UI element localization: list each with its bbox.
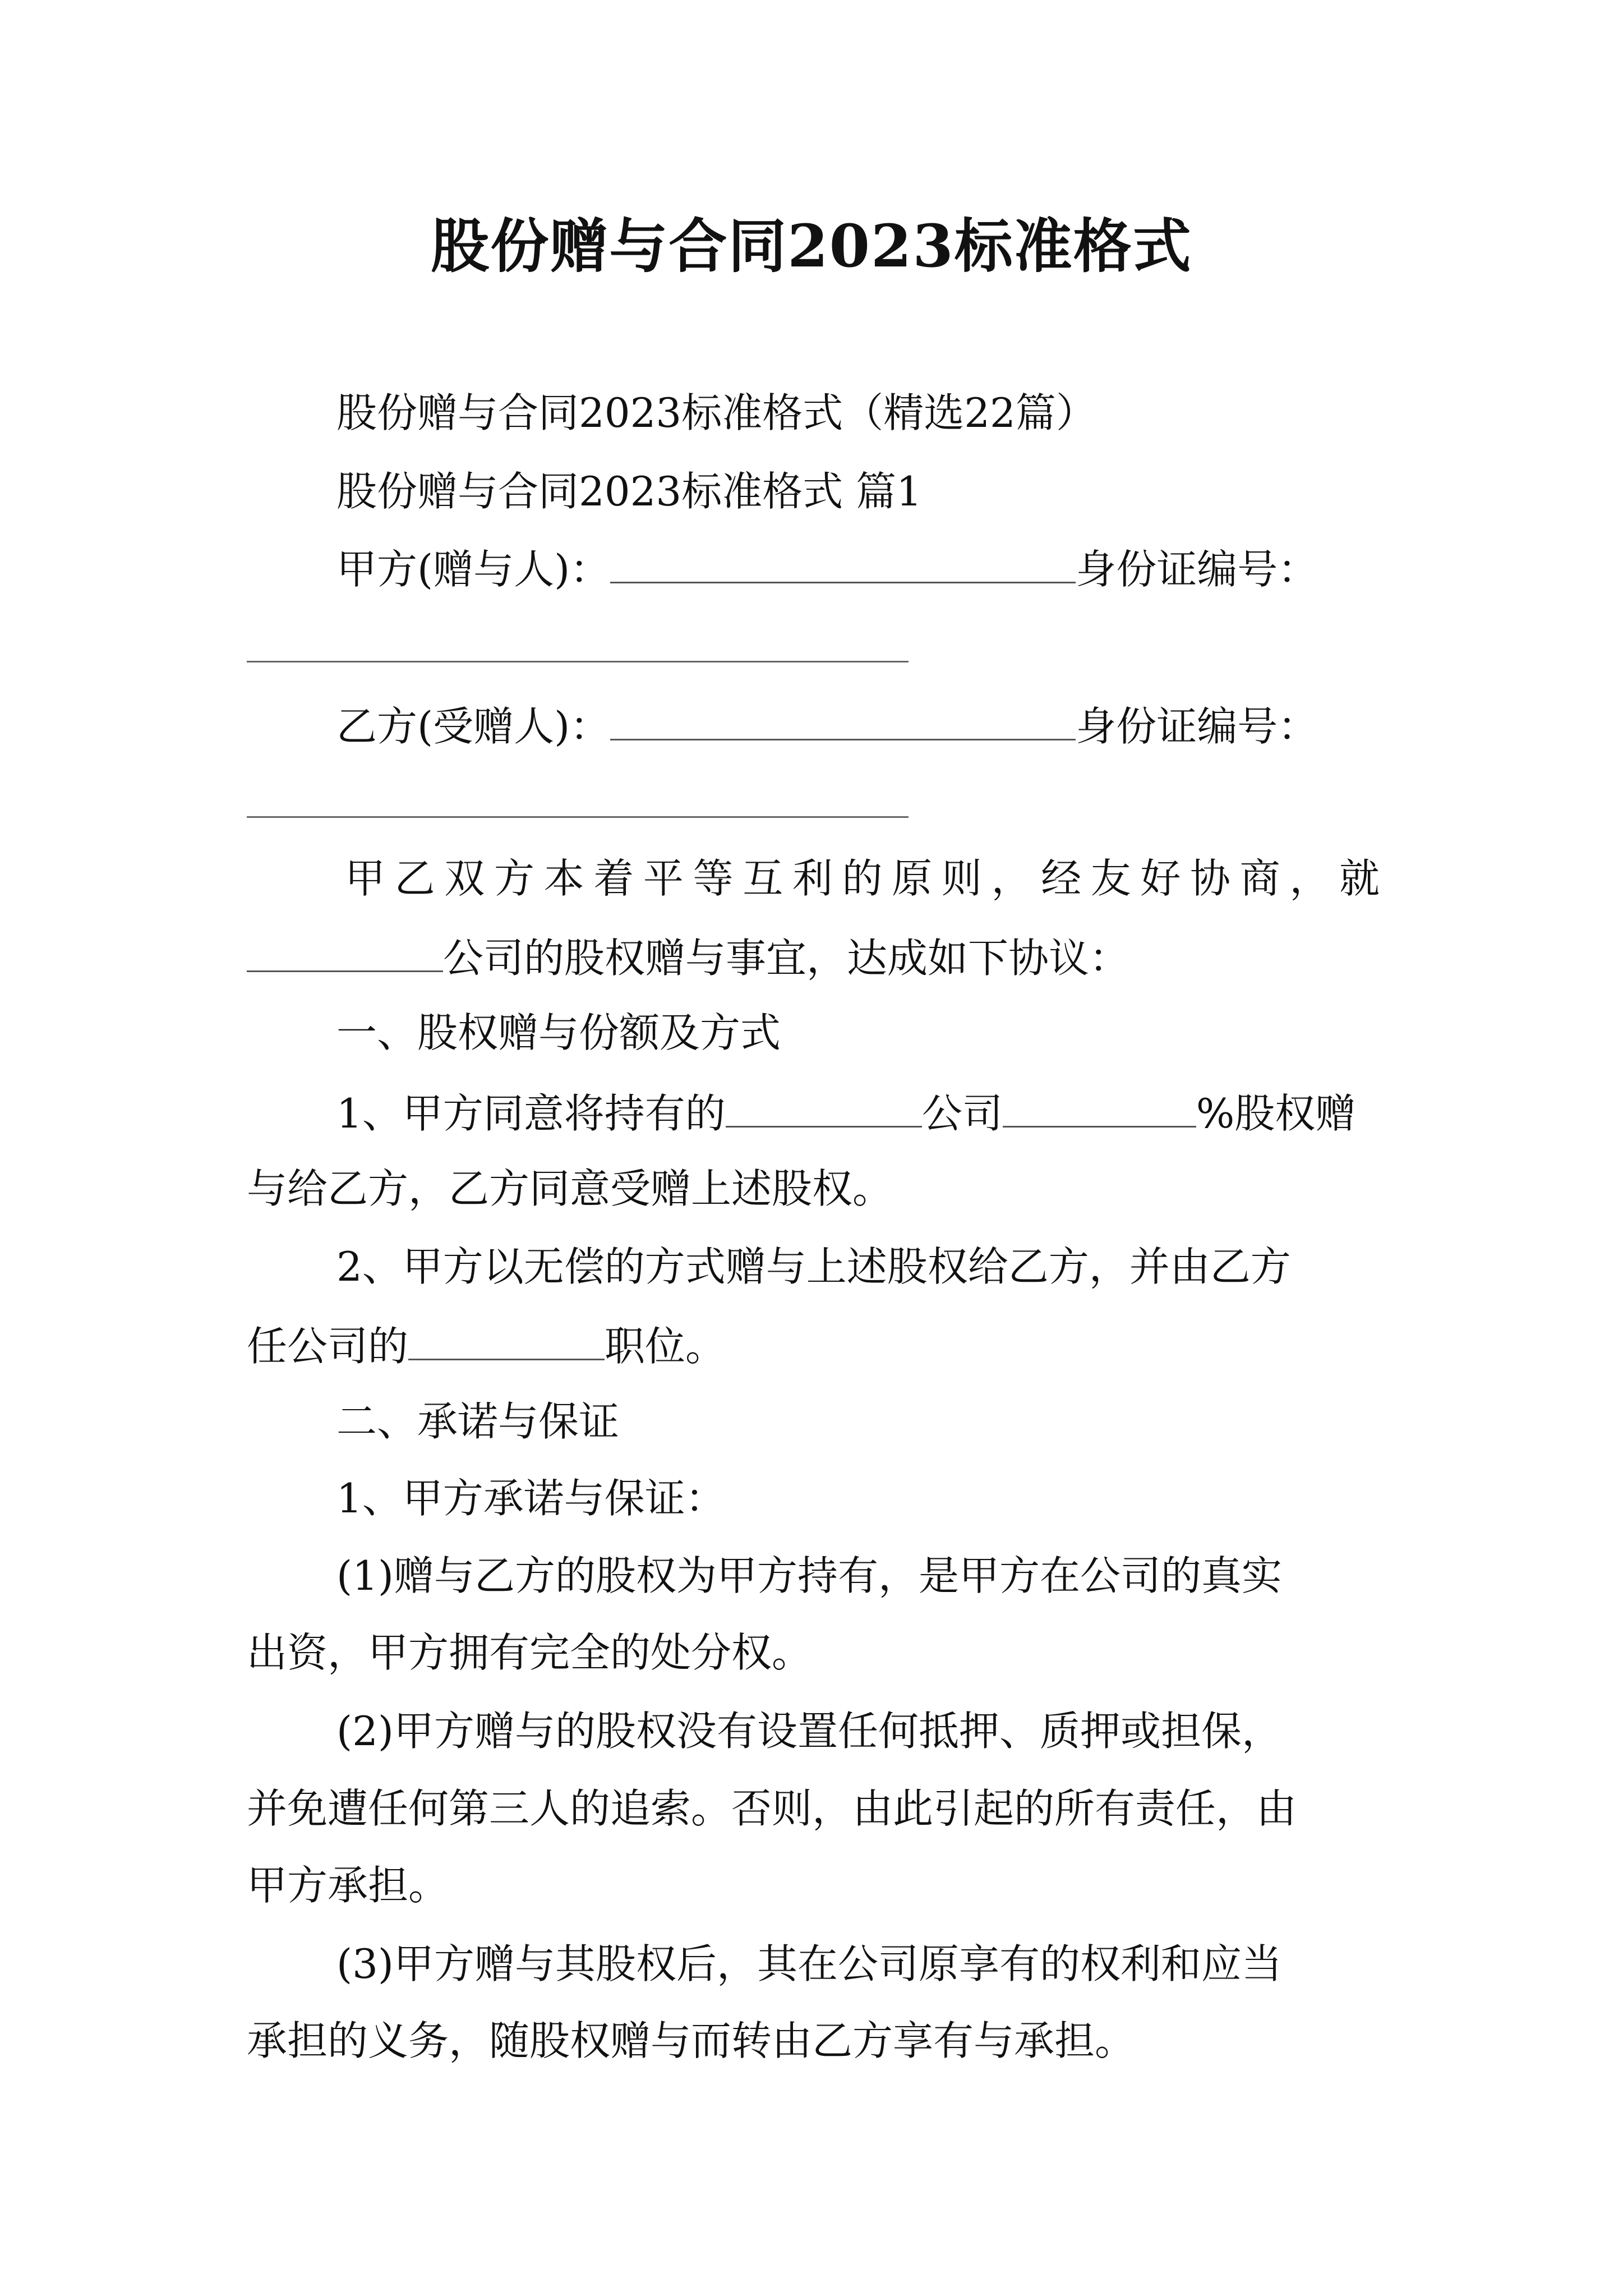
party-b-name-blank (610, 704, 1076, 740)
intro-line-2-text: 公司的股权赠与事宜，达成如下协议： (443, 935, 1130, 982)
clause-2-line-2: 并免遭任何第三人的追索。否则，由此引起的所有责任，由 (247, 1785, 1297, 1832)
item-1-company-blank (726, 1091, 922, 1128)
item-2-text-b: 任公司的 (247, 1323, 409, 1370)
section-1-item-1 (336, 1090, 1356, 1137)
clause-3-line-1: (3)甲方赠与其股权后，其在公司原享有的权利和应当 (336, 1940, 1282, 1987)
party-a-id-label: 身份证编号： (1076, 546, 1318, 593)
party-b-label: 乙方(受赠人)： (336, 703, 611, 750)
company-name-blank (247, 936, 443, 972)
party-a-row (336, 546, 1318, 593)
section-1-item-1-cont: 与给乙方，乙方同意受赠上述股权。 (247, 1165, 893, 1212)
party-a-id-blank (247, 661, 909, 662)
section-1-item-2-cont (247, 1323, 726, 1370)
clause-2-line-3: 甲方承担。 (247, 1862, 449, 1909)
position-blank (408, 1324, 605, 1360)
item-2-text-c: 职位。 (605, 1323, 726, 1370)
clause-3-line-2: 承担的义务，随股权赠与而转由乙方享有与承担。 (247, 2017, 1136, 2064)
item-1-percent-blank (1003, 1091, 1196, 1128)
clause-1-line-2: 出资，甲方拥有完全的处分权。 (247, 1629, 813, 1676)
section-2-title: 二、承诺与保证 (336, 1398, 620, 1445)
party-a-name-blank (610, 547, 1076, 583)
document-title: 股份赠与合同2023标准格式 (431, 211, 1192, 280)
intro-line-2 (247, 935, 1130, 982)
party-b-id-blank (247, 816, 909, 818)
intro-line-1: 甲乙双方本着平等互利的原则，经友好协商，就 (345, 855, 1380, 902)
section-1-title: 一、股权赠与份额及方式 (336, 1009, 781, 1056)
subtitle: 股份赠与合同2023标准格式（精选22篇） (336, 389, 1096, 436)
item-1-text-c: %股权赠 (1196, 1090, 1356, 1137)
item-1-text-a: 1、甲方同意将持有的 (336, 1090, 726, 1137)
section-1-item-2: 2、甲方以无偿的方式赠与上述股权给乙方，并由乙方 (336, 1243, 1291, 1290)
party-b-row (336, 703, 1318, 750)
item-1-text-b: 公司 (921, 1090, 1003, 1137)
party-a-label: 甲方(赠与人)： (336, 546, 611, 593)
clause-2-line-1: (2)甲方赠与的股权没有设置任何抵押、质押或担保， (336, 1708, 1282, 1755)
party-b-id-label: 身份证编号： (1076, 703, 1318, 750)
clause-1-line-1: (1)赠与乙方的股权为甲方持有，是甲方在公司的真实 (336, 1552, 1282, 1599)
section-2-item-1: 1、甲方承诺与保证： (336, 1475, 726, 1522)
section-heading: 股份赠与合同2023标准格式 篇1 (336, 468, 922, 515)
